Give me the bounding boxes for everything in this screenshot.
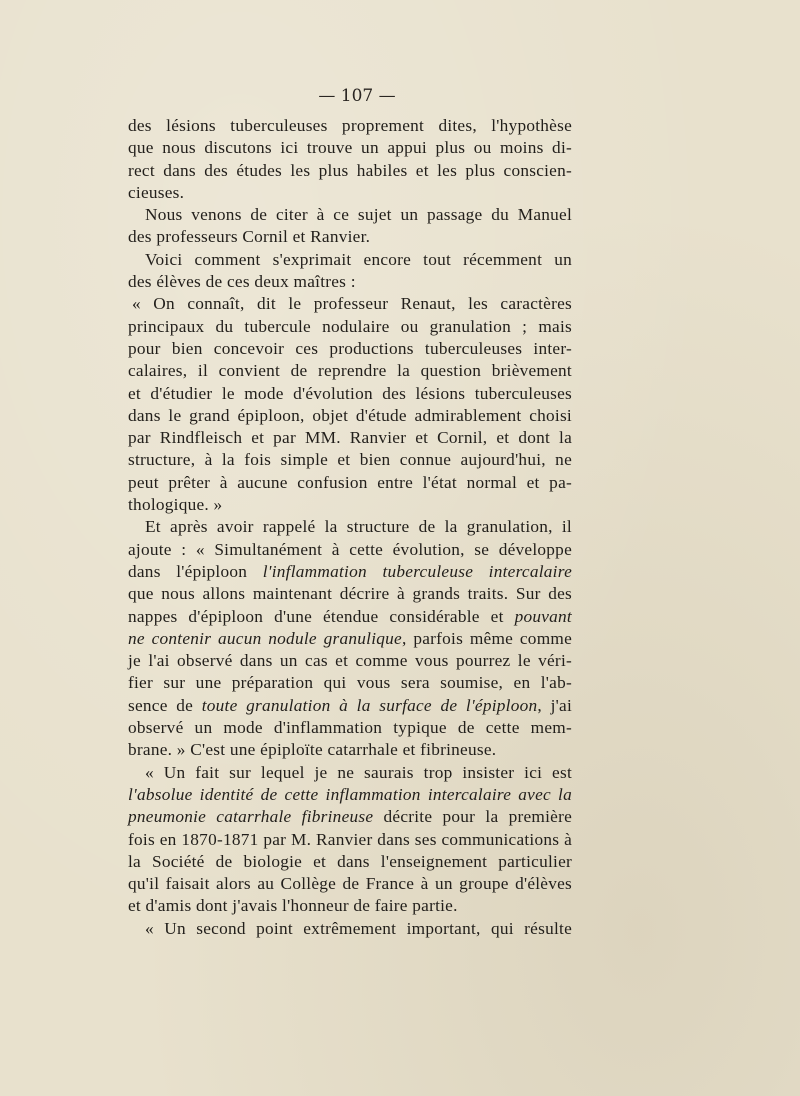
text-roman: dans l'épiploon [128, 561, 263, 581]
text-line: des lésions tuberculeuses proprement dites, l'hypothèse [128, 116, 572, 135]
text-italic: toute granulation à la surface de l'épiploon [201, 695, 538, 715]
text-line: ajoute : « Simultanément à cette évolution, se développe [128, 539, 572, 559]
text-line [128, 762, 572, 784]
text-line: brane. » C'est une épiploïte catarrhale et fibrineuse. [128, 740, 497, 760]
text-roman: nappes d'épiploon d'une étendue considérable et [128, 606, 515, 626]
text-line: « Un second point extrêmement important, qui résulte [145, 918, 572, 938]
text-roman: décrite pour la première [373, 807, 573, 827]
text-line: qu'il faisait alors au Collège de France à un groupe d'élèves [128, 874, 572, 894]
text-line: par Rindfleisch et par MM. Ranvier et Cornil, et dont la [128, 428, 572, 448]
text-line: fier sur une préparation qui vous sera soumise, en l'ab- [128, 673, 572, 693]
text-line: et d'amis dont j'avais l'honneur de faire partie. [128, 896, 458, 916]
text-line: principaux du tubercule nodulaire ou granulation ; mais [128, 316, 572, 336]
text-line: Nous venons de citer à ce sujet un passage du Manuel [145, 205, 572, 225]
text-line: des élèves de ces deux maîtres : [128, 272, 356, 292]
text-roman: sence de [128, 695, 202, 715]
text-line: observé un mode d'inflammation typique de cette mem- [128, 718, 572, 738]
text-line: que nous discutons ici trouve un appui plus ou moins di- [128, 138, 572, 158]
text-line: calaires, il convient de reprendre la question brièvement [128, 361, 572, 381]
text-line: structure, à la fois simple et bien connue aujourd'hui, ne [128, 450, 572, 470]
text-roman: , parfois même comme [401, 628, 572, 648]
text-line [128, 628, 572, 650]
page-number: — 107 — [318, 86, 396, 106]
text-line: et d'étudier le mode d'évolution des lésions tuberculeuses [128, 383, 572, 403]
text-line: la Société de biologie et dans l'enseignement particulier [128, 851, 572, 871]
text-italic: l'absolue identité de cette inflammation intercalaire avec la [128, 784, 572, 804]
text-line [128, 606, 572, 628]
text-line: fois en 1870-1871 par M. Ranvier dans ses communications à [128, 829, 572, 849]
text-italic: ne contenir aucun nodule granulique [128, 628, 402, 648]
text-line: « On connaît, dit le professeur Renaut, les caractères [132, 294, 572, 314]
text-line: des professeurs Cornil et Ranvier. [128, 227, 371, 247]
text-line [128, 561, 572, 583]
text-line: peut prêter à aucune confusion entre l'état normal et pa- [128, 472, 572, 492]
text-italic: pouvant [514, 606, 572, 626]
text-line [128, 806, 572, 828]
text-line: rect dans des études les plus habiles et les plus conscien- [128, 160, 572, 180]
text-italic: l'inflammation tuberculeuse intercalaire [262, 561, 572, 581]
text-line: dans le grand épiploon, objet d'étude admirablement choisi [128, 405, 572, 425]
text-line: Voici comment s'exprimait encore tout récemment un [145, 249, 572, 269]
text-line [128, 784, 572, 806]
text-roman: , j'ai [537, 695, 572, 715]
text-line: pour bien concevoir ces productions tuberculeuses inter- [128, 338, 572, 358]
text-line [128, 695, 572, 717]
text-line: cieuses. [128, 182, 185, 202]
text-line: que nous allons maintenant décrire à grands traits. Sur des [128, 584, 572, 604]
text-line: thologique. » [128, 495, 223, 515]
text-line: je l'ai observé dans un cas et comme vous pourrez le véri- [128, 651, 572, 671]
body-text [128, 115, 572, 940]
text-roman: « Un fait sur lequel je ne saurais trop insister ici est [145, 762, 572, 782]
text-line: Et après avoir rappelé la structure de la granulation, il [145, 517, 572, 537]
text-italic: pneumonie catarrhale fibrineuse [128, 807, 374, 827]
